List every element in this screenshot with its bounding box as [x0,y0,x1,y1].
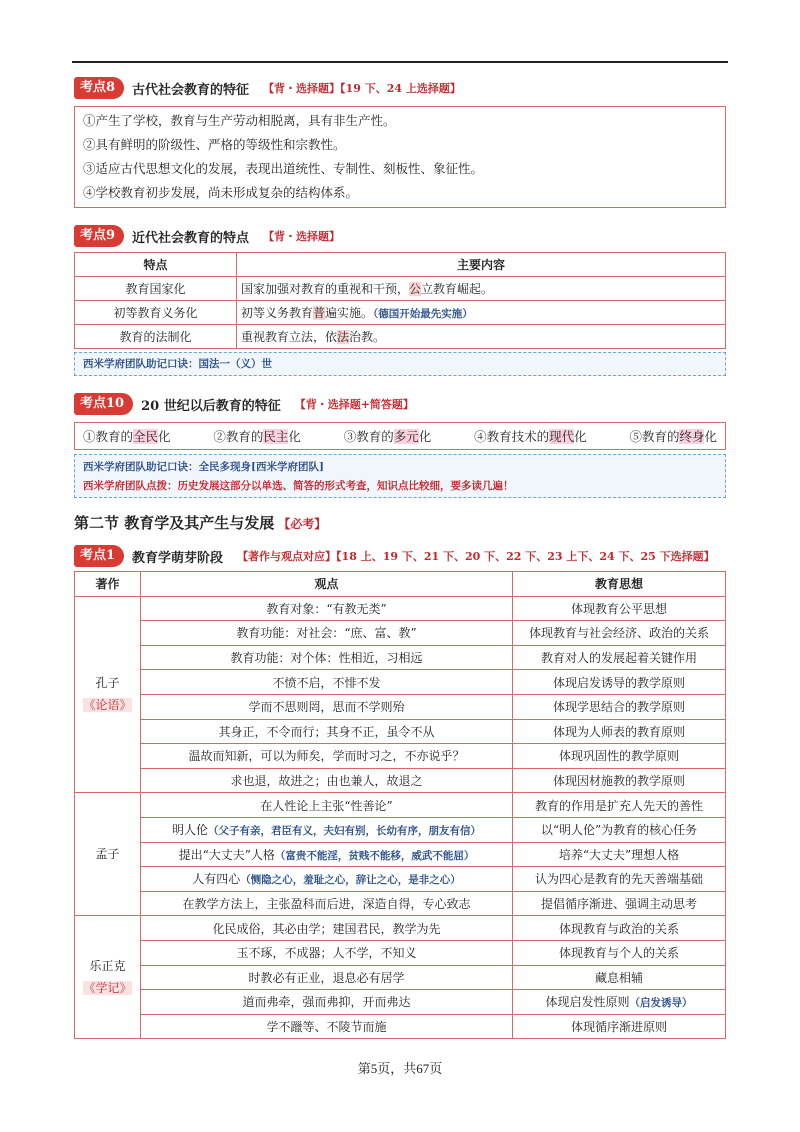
kp8-item: ④学校教育初步发展，尚未形成复杂的结构体系。 [83,185,359,200]
view-text: 教育功能：对个体：性相近，习相远 [230,651,423,666]
view-cell [141,719,513,744]
kp10-badge: 考点10 [74,393,133,415]
kp10-tip: 西米学府团队点拨：历史发展这部分以单选、简答的形式考查，知识点比较细，要多读几遍！ [83,480,514,492]
view-text: 在人性论上主张“性善论” [260,798,393,813]
idea-cell [513,940,726,965]
item-text: 化 [158,429,171,444]
idea-text: 体现教育公平思想 [570,601,667,616]
kp10-item [629,427,717,445]
idea-cell [513,768,726,793]
table-row [75,990,726,1015]
header-author: 著作 [75,572,141,597]
kp10-mnemonic: 西米学府团队助记口诀：全民多现身[西米学府团队] [83,461,324,473]
page-footer: 第5页，共67页 [357,1061,443,1076]
idea-cell [513,990,726,1015]
idea-text: 体现循序渐进原则 [570,1019,667,1034]
content-text: 立教育崛起。 [421,282,494,296]
table-row [75,965,726,990]
table-row [75,940,726,965]
kp10-title: 20 世纪以后教育的特征 [141,398,281,414]
view-text: 人有四心 [192,872,241,887]
idea-cell [513,694,726,719]
item-text: 化 [288,429,301,444]
item-text: ③教育的 [343,429,394,444]
table-row [75,645,726,670]
section-title: 第二节 教育学及其产生与发展 [74,514,275,532]
kp9-mnemonic: 西米学府团队助记口诀：国法一（义）世 [74,352,726,376]
kp8-badge: 考点8 [74,77,124,99]
table-row [75,301,726,325]
book-title: 《论语》 [83,698,132,713]
feature-cell: 教育的法制化 [75,325,237,349]
content-text: 治教。 [349,330,386,344]
view-cell [141,867,513,892]
content-note: （德国开始最先实施） [373,308,473,320]
idea-text: 以“明人伦”为教育的核心任务 [540,823,698,838]
item-text: ④教育技术的 [474,429,550,444]
view-cell [141,694,513,719]
content-text: 国家加强对教育的重视和干预， [241,282,410,296]
kp10-content-box [74,422,726,450]
view-cell [141,842,513,867]
view-cell [141,596,513,621]
view-cell [141,940,513,965]
idea-text: 体现教育与个人的关系 [558,946,679,961]
idea-cell [513,744,726,769]
kp8-content-box [74,106,726,208]
kp1-title: 教育学萌芽阶段 [132,550,224,566]
view-cell [141,645,513,670]
table-row [75,1014,726,1039]
idea-cell [513,916,726,941]
view-text: 温故而知新，可以为师矣，学而时习之，不亦说乎？ [188,749,465,764]
view-cell [141,621,513,646]
item-text: 化 [418,429,432,444]
idea-cell [513,1014,726,1039]
kp9-table [74,252,726,349]
view-cell [141,990,513,1015]
table-row [75,325,726,349]
table-row [75,277,726,301]
idea-text: 体现教育与政治的关系 [558,921,679,936]
table-row [75,596,726,621]
item-highlight: 现代 [549,429,575,444]
view-text: 不愤不启，不悱不发 [272,675,381,690]
view-text: 化民成俗，其必由学；建国君民，教学为先 [212,921,441,936]
kp10-item [213,427,301,445]
view-cell [141,744,513,769]
view-cell [141,1014,513,1039]
idea-text: 体现学思结合的教学原则 [552,700,685,715]
idea-text: 体现巩固性的教学原则 [558,749,679,764]
book-title: 《学记》 [83,981,132,996]
item-text: ⑤教育的 [629,429,680,444]
kp1-tags: 【著作与观点对应】【18 上、19 下、21 下、20 下、22 下、23 上下、24 下、25 下选择题】 [237,550,715,563]
table-row [75,744,726,769]
kp9-header [74,225,340,247]
item-text: 化 [704,429,717,444]
view-cell [141,670,513,695]
view-cell [141,916,513,941]
author-name: 乐正克 [89,959,126,974]
author-name: 孟子 [95,847,120,862]
table-row [75,817,726,842]
kp8-item: ①产生了学校，教育与生产劳动相脱离，具有非生产性。 [83,113,396,128]
kp8-tags: 【背・选择题】【19 下、24 上选择题】 [263,82,461,95]
kp9-badge: 考点9 [74,225,124,247]
item-text: ②教育的 [213,429,264,444]
header-feature: 特点 [75,253,237,277]
view-cell [141,768,513,793]
table-row [75,670,726,695]
view-text: 学不躐等、不陵节而施 [266,1019,387,1034]
content-text: 遍实施。 [325,306,374,320]
view-note: （富贵不能淫，贫贱不能移，威武不能屈） [274,849,475,862]
idea-cell [513,867,726,892]
idea-note: （启发诱导） [629,997,693,1010]
kp10-item [344,427,432,445]
kp9-tags: 【背・选择题】 [263,230,341,243]
view-text: 学而不思则罔，思而不学则殆 [248,700,405,715]
header-rule [72,61,728,63]
view-cell [141,793,513,818]
idea-cell [513,793,726,818]
idea-cell [513,891,726,916]
table-row [75,719,726,744]
view-text: 玉不琢，不成器；人不学，不知义 [236,946,417,961]
author-name: 孔子 [95,676,120,691]
idea-cell [513,719,726,744]
idea-text: 藏息相辅 [594,970,643,985]
view-cell [141,817,513,842]
idea-cell [513,842,726,867]
table-row [75,793,726,818]
feature-cell: 教育国家化 [75,277,237,301]
item-highlight: 全民 [133,429,159,444]
idea-text: 体现因材施教的教学原则 [552,774,685,789]
kp8-item: ③适应古代思想文化的发展，表现出道统性、专制性、刻板性、象征性。 [83,161,484,176]
table-header-row [75,572,726,597]
kp1-badge: 考点1 [74,545,124,567]
idea-text: 提倡循序渐进、强调主动思考 [540,897,697,912]
kp10-notes [74,454,726,498]
kp10-header [74,393,414,415]
content-cell [237,325,726,349]
idea-text: 认为四心是教育的先天善端基础 [534,872,703,887]
table-row [75,867,726,892]
author-cell [75,793,141,916]
view-text: 在教学方法上，主张盈科而后进，深造自得，专心致志 [182,897,471,912]
kp1-header [74,545,715,567]
kp8-header [74,77,461,99]
author-cell [75,916,141,1039]
idea-cell [513,817,726,842]
view-text: 时教必有正业，退息必有居学 [248,970,405,985]
table-row [75,842,726,867]
kp10-item [474,427,587,445]
view-note: （父子有亲，君臣有义，夫妇有别，长幼有序，朋友有信） [208,825,481,838]
kp10-item [83,427,171,445]
idea-text: 体现教育与社会经济、政治的关系 [528,626,709,641]
kp8-item: ②具有鲜明的阶级性、严格的等级性和宗教性。 [83,137,346,152]
table-header-row [75,253,726,277]
item-text: 化 [574,429,587,444]
kp8-title: 古代社会教育的特征 [132,82,250,98]
idea-text: 体现为人师表的教育原则 [552,724,685,739]
idea-cell [513,965,726,990]
idea-text: 培养“大丈夫”理想人格 [558,847,680,862]
idea-cell [513,670,726,695]
kp9-title: 近代社会教育的特点 [132,230,250,246]
view-text: 明人伦 [171,823,208,838]
table-row [75,916,726,941]
idea-text: 教育对人的发展起着关键作用 [540,651,697,666]
author-cell [75,596,141,793]
view-text: 求也退，故进之；由也兼人，故退之 [230,774,423,789]
view-text: 教育对象：“有教无类” [266,601,387,616]
kp1-table [74,571,726,1039]
idea-cell [513,645,726,670]
view-cell [141,965,513,990]
idea-text: 教育的作用是扩充人先天的善性 [534,798,703,813]
idea-text: 体现启发性原则 [545,995,630,1010]
view-text: 提出“大丈夫”人格 [178,847,275,862]
content-highlight: 法 [337,330,350,344]
idea-cell [513,596,726,621]
view-note: （恻隐之心，羞耻之心，辞让之心，是非之心） [240,874,461,887]
table-row [75,621,726,646]
content-cell [237,277,726,301]
view-cell [141,891,513,916]
header-view: 观点 [141,572,513,597]
item-text: ①教育的 [83,429,134,444]
view-text: 道而弗牵，强而弗抑，开而弗达 [242,995,411,1010]
header-content: 主要内容 [237,253,726,277]
item-highlight: 多元 [393,429,419,444]
idea-cell [513,621,726,646]
content-cell [237,301,726,325]
item-highlight: 民主 [263,429,289,444]
section-heading [74,512,326,533]
kp10-tags: 【背・选择题+简答题】 [294,398,414,411]
item-highlight: 终身 [679,429,705,444]
idea-text: 体现启发诱导的教学原则 [552,675,685,690]
header-idea: 教育思想 [513,572,726,597]
content-highlight: 普 [313,306,326,320]
content-text: 初等义务教育 [241,306,314,320]
table-row [75,768,726,793]
section-must-tag: 【必考】 [278,517,327,531]
table-row [75,694,726,719]
content-highlight: 公 [409,282,422,296]
view-text: 教育功能：对社会：“庶、富、教” [236,626,417,641]
table-row [75,891,726,916]
content-text: 重视教育立法，依 [241,330,338,344]
feature-cell: 初等教育义务化 [75,301,237,325]
view-text: 其身正，不令而行；其身不正，虽令不从 [218,724,435,739]
